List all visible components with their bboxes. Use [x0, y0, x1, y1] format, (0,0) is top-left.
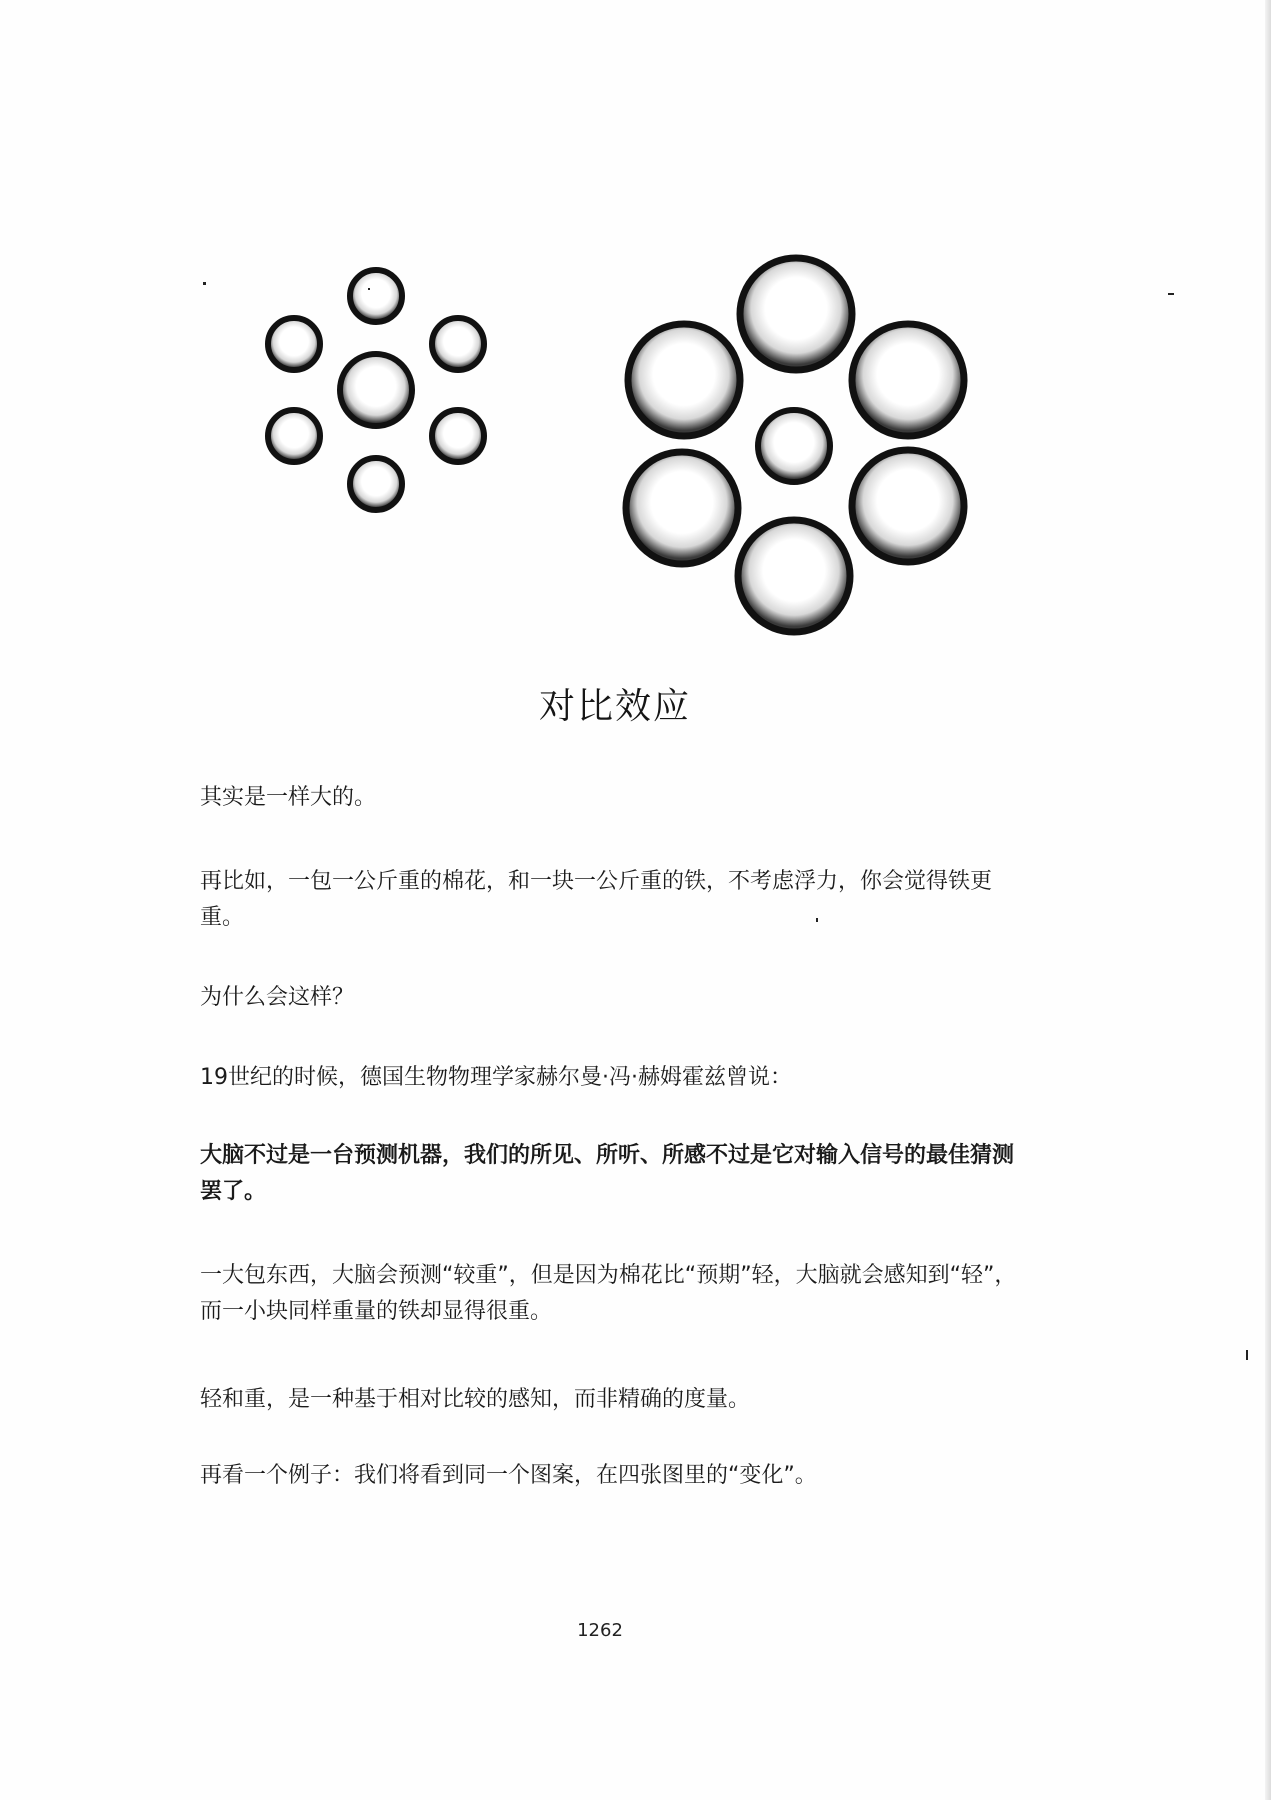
figure-caption: 对比效应	[538, 686, 691, 727]
right-center-circle	[758, 410, 830, 482]
illusion-svg	[240, 250, 1000, 650]
scan-speck	[816, 918, 818, 922]
paragraph-6: 一大包东西，大脑会预测“较重”，但是因为棉花比“预期”轻，大脑就会感知到“轻”，而一小块同样重量的铁却显得很重。	[200, 1263, 1017, 1324]
left-surround-circle	[432, 410, 484, 462]
scan-speck	[203, 282, 206, 285]
left-surround-circle	[350, 458, 402, 510]
paragraph-4: 19世纪的时候，德国生物物理学家赫尔曼·冯·赫姆霍兹曾说：	[200, 1065, 792, 1090]
left-surround-circle	[432, 318, 484, 370]
paragraph-3: 为什么会这样？	[200, 985, 355, 1010]
ebbinghaus-illusion-figure	[240, 250, 1000, 650]
left-center-circle	[340, 354, 412, 426]
left-surround-circle	[350, 270, 402, 322]
paragraph-1: 其实是一样大的。	[200, 785, 377, 810]
paragraph-8: 再看一个例子：我们将看到同一个图案，在四张图里的“变化”。	[200, 1463, 817, 1488]
scan-speck	[1168, 293, 1174, 295]
scan-speck	[1246, 1350, 1248, 1360]
right-cluster	[626, 258, 964, 632]
left-surround-circle	[268, 410, 320, 462]
right-surround-circle	[740, 258, 852, 370]
scan-speck	[368, 288, 370, 290]
page-number: 1262	[577, 1620, 623, 1641]
paragraph-2: 再比如，一包一公斤重的棉花，和一块一公斤重的铁，不考虑浮力，你会觉得铁更重。	[200, 869, 993, 930]
left-cluster	[268, 270, 484, 510]
right-surround-circle	[626, 452, 738, 564]
right-surround-circle	[852, 450, 964, 562]
right-surround-circle	[628, 324, 740, 436]
right-surround-circle	[738, 520, 850, 632]
quote-paragraph: 大脑不过是一台预测机器，我们的所见、所听、所感不过是它对输入信号的最佳猜测罢了。	[200, 1143, 1015, 1204]
right-surround-circle	[852, 324, 964, 436]
paragraph-7: 轻和重，是一种基于相对比较的感知，而非精确的度量。	[200, 1387, 751, 1412]
left-surround-circle	[268, 318, 320, 370]
page-edge-shadow	[1265, 0, 1271, 1800]
